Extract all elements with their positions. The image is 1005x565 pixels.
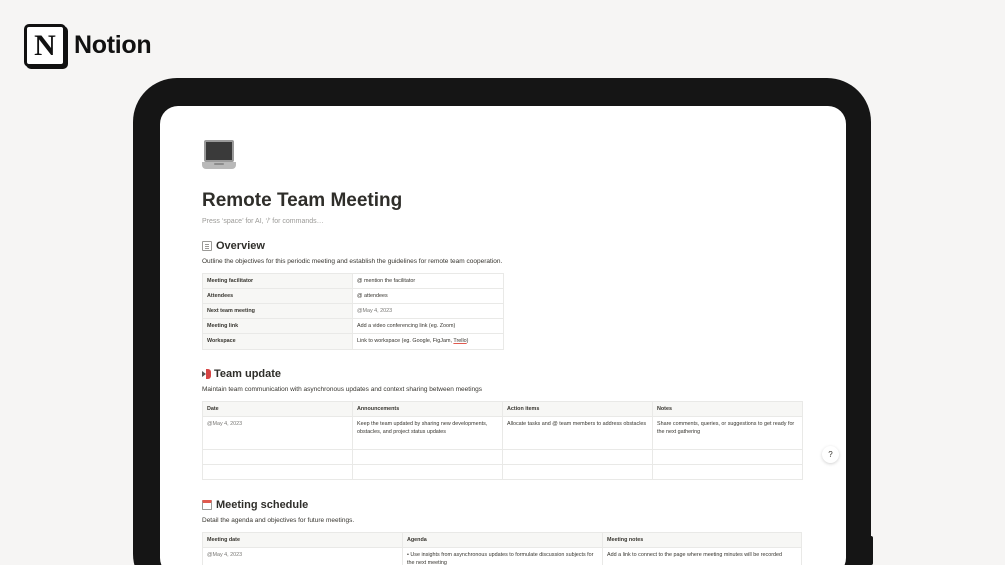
editor-placeholder-hint[interactable]: Press ‘space’ for AI, ‘/’ for commands… bbox=[202, 218, 324, 225]
table-cell-value[interactable]: @ attendees bbox=[353, 289, 504, 304]
table-cell-value[interactable]: Link to workspace (eg. Google, FigJam, Trello) bbox=[353, 334, 504, 349]
table-row bbox=[203, 417, 803, 450]
table-cell-value[interactable]: @ mention the facilitator bbox=[353, 274, 504, 289]
table-row bbox=[203, 304, 504, 319]
column-header-announcements[interactable]: Announcements bbox=[353, 402, 503, 417]
column-header-agenda[interactable]: Agenda bbox=[403, 533, 603, 548]
table-cell-label[interactable]: Next team meeting bbox=[203, 304, 353, 319]
table-cell[interactable]: Keep the team updated by sharing new developments, obstacles, and project status updates bbox=[353, 417, 503, 450]
table-cell-value[interactable]: Add a video conferencing link (eg. Zoom) bbox=[353, 319, 504, 334]
tablet-side-button bbox=[869, 536, 873, 565]
help-button[interactable]: ? bbox=[822, 446, 839, 463]
table-cell-label[interactable]: Attendees bbox=[203, 289, 353, 304]
table-row bbox=[203, 289, 504, 304]
overview-table bbox=[202, 273, 504, 350]
team-update-description[interactable]: Maintain team communication with asynchronous updates and context sharing between meetings bbox=[202, 386, 483, 393]
table-cell[interactable]: Add a link to connect to the page where meeting minutes will be recorded bbox=[603, 548, 802, 565]
megaphone-icon bbox=[202, 371, 206, 377]
meeting-schedule-heading[interactable]: Meeting schedule bbox=[202, 499, 308, 511]
table-cell[interactable]: Share comments, queries, or suggestions to get ready for the next gathering bbox=[653, 417, 803, 450]
table-cell[interactable]: • Use insights from asynchronous updates to formulate discussion subjects for the next meeting bbox=[403, 548, 603, 565]
table-header-row bbox=[203, 402, 803, 417]
table-cell-label[interactable]: Workspace bbox=[203, 334, 353, 349]
laptop-icon[interactable] bbox=[202, 140, 236, 173]
notion-brand bbox=[24, 24, 151, 67]
trello-link[interactable]: Trello bbox=[453, 338, 467, 345]
table-cell[interactable] bbox=[203, 450, 353, 465]
page-facing-up-icon bbox=[202, 241, 212, 251]
table-cell[interactable] bbox=[203, 465, 353, 480]
table-cell-label[interactable]: Meeting facilitator bbox=[203, 274, 353, 289]
column-header-meeting-date[interactable]: Meeting date bbox=[203, 533, 403, 548]
page-title[interactable]: Remote Team Meeting bbox=[202, 190, 403, 211]
overview-heading[interactable]: Overview bbox=[202, 240, 265, 252]
table-row bbox=[203, 319, 504, 334]
table-cell[interactable] bbox=[353, 450, 503, 465]
team-update-heading[interactable]: Team update bbox=[202, 368, 281, 380]
team-update-table bbox=[202, 401, 803, 480]
table-cell[interactable] bbox=[653, 450, 803, 465]
column-header-notes[interactable]: Notes bbox=[653, 402, 803, 417]
brand-name: Notion bbox=[74, 31, 152, 59]
table-row bbox=[203, 465, 803, 480]
table-row bbox=[203, 548, 802, 565]
table-row bbox=[203, 274, 504, 289]
table-cell[interactable] bbox=[503, 465, 653, 480]
table-row bbox=[203, 450, 803, 465]
notion-page bbox=[160, 106, 846, 565]
table-cell-label[interactable]: Meeting link bbox=[203, 319, 353, 334]
table-cell[interactable] bbox=[503, 450, 653, 465]
table-header-row bbox=[203, 533, 802, 548]
meeting-schedule-table bbox=[202, 532, 802, 565]
meeting-schedule-description[interactable]: Detail the agenda and objectives for future meetings. bbox=[202, 517, 355, 524]
date-mention[interactable]: @May 4, 2023 bbox=[203, 548, 403, 565]
overview-description[interactable]: Outline the objectives for this periodic meeting and establish the guidelines for remote team cooperation. bbox=[202, 258, 503, 265]
table-row bbox=[203, 334, 504, 349]
table-cell[interactable]: Allocate tasks and @ team members to address obstacles bbox=[503, 417, 653, 450]
column-header-meeting-notes[interactable]: Meeting notes bbox=[603, 533, 802, 548]
column-header-date[interactable]: Date bbox=[203, 402, 353, 417]
date-mention[interactable]: @May 4, 2023 bbox=[353, 304, 504, 319]
table-cell[interactable] bbox=[653, 465, 803, 480]
column-header-action-items[interactable]: Action items bbox=[503, 402, 653, 417]
notion-logo-icon: N bbox=[24, 24, 66, 67]
date-mention[interactable]: @May 4, 2023 bbox=[203, 417, 353, 450]
table-cell[interactable] bbox=[353, 465, 503, 480]
calendar-icon bbox=[202, 500, 212, 510]
